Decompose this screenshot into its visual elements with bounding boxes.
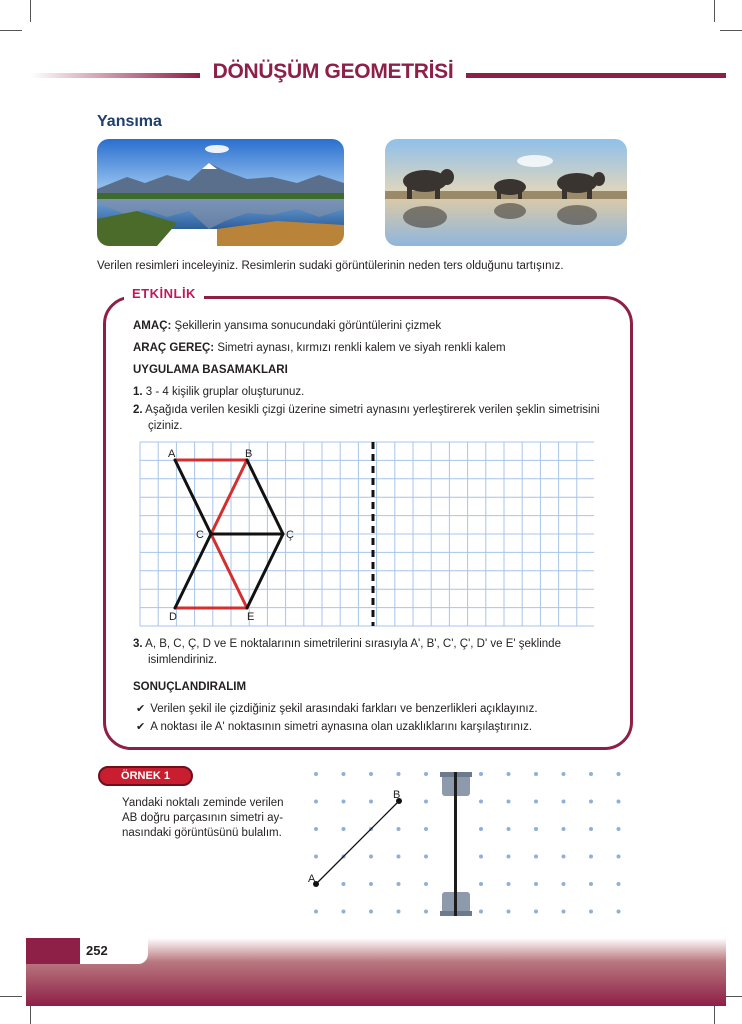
grid-dot	[534, 772, 538, 776]
grid-dot	[507, 882, 511, 886]
conclusion-text: Verilen şekil ile çizdiğiniz şekil arasındaki farkları ve benzerlikleri açıklayınız.	[150, 703, 538, 715]
grid-dot	[479, 827, 483, 831]
conclusion-item	[136, 701, 538, 717]
crop-mark	[714, 1004, 715, 1024]
grid-dot	[369, 882, 373, 886]
grid-dot	[507, 827, 511, 831]
grid-dot	[479, 855, 483, 859]
point-label-c-cedilla: Ç	[286, 529, 294, 541]
example-line-1: Yandaki noktalı zeminde verilen	[122, 797, 284, 809]
grid-dot	[479, 772, 483, 776]
section-title: Yansıma	[97, 113, 162, 130]
grid-dot	[342, 882, 346, 886]
step-1	[133, 384, 304, 400]
grid-dot	[507, 910, 511, 914]
step-1-text: 3 - 4 kişilik gruplar oluşturunuz.	[142, 386, 305, 398]
grid-dot	[589, 827, 593, 831]
crop-mark	[0, 30, 22, 31]
grid-dot	[424, 910, 428, 914]
step-2-cont: çiziniz.	[148, 420, 183, 432]
step-3	[133, 636, 561, 652]
grid-dot	[397, 910, 401, 914]
page-title: DÖNÜŞÜM GEOMETRİSİ	[212, 60, 454, 83]
step-1-number: 1.	[133, 386, 143, 398]
grid-dot	[369, 800, 373, 804]
grid-dot	[342, 910, 346, 914]
grid-dot	[507, 772, 511, 776]
grid-dot	[589, 855, 593, 859]
grid-dot	[534, 827, 538, 831]
steps-title-text: UYGULAMA BASAMAKLARI	[133, 364, 288, 376]
header-rule-left	[30, 73, 200, 78]
crop-mark	[714, 0, 715, 22]
grid-dot	[342, 827, 346, 831]
grid-dot	[397, 827, 401, 831]
grid-dot	[369, 772, 373, 776]
point-a-label: A	[308, 873, 316, 885]
grid-dot	[369, 910, 373, 914]
grid-dot	[617, 855, 621, 859]
grid-dot	[424, 855, 428, 859]
steps-title	[133, 362, 288, 378]
mirror-icon	[440, 772, 472, 916]
grid-dot	[534, 882, 538, 886]
grid-dot	[424, 800, 428, 804]
point-label-a: A	[168, 448, 176, 460]
point-label-c: C	[196, 529, 204, 541]
step-2	[133, 402, 600, 418]
page-number: 252	[86, 943, 108, 958]
conclusion-item	[136, 719, 532, 735]
grid-dot	[534, 855, 538, 859]
grid-dot	[617, 827, 621, 831]
step-3-text: A, B, C, Ç, D ve E noktalarının simetrilerini sırasıyla A', B', C', Ç', D' ve E' şeklinde	[142, 638, 561, 650]
example-badge: ÖRNEK 1	[98, 766, 193, 786]
grid-dot	[369, 855, 373, 859]
grid-dot	[479, 910, 483, 914]
grid-dot	[342, 800, 346, 804]
grid-dot	[479, 800, 483, 804]
grid-dot	[507, 855, 511, 859]
grid-dot	[562, 855, 566, 859]
grid-dot	[562, 827, 566, 831]
conclusion-title-text: SONUÇLANDIRALIM	[133, 681, 247, 693]
crop-mark	[0, 996, 22, 997]
crop-mark	[720, 30, 742, 31]
grid-dot	[507, 800, 511, 804]
grid-dot	[589, 772, 593, 776]
grid-dot	[424, 772, 428, 776]
grid-dot	[397, 855, 401, 859]
step-2-text: Aşağıda verilen kesikli çizgi üzerine simetri aynasını yerleştirerek verilen şeklin simetrisini	[142, 404, 600, 416]
point-label-b: B	[245, 448, 253, 460]
header-rule-right	[466, 73, 726, 78]
grid-dot	[562, 772, 566, 776]
example-line-3: nasındaki görüntüsünü bulalım.	[122, 827, 282, 839]
segment-ab	[316, 801, 399, 884]
crop-mark	[30, 1004, 31, 1024]
check-icon: ✔	[136, 703, 146, 715]
aim-label: AMAÇ:	[133, 320, 172, 332]
activity-label: ETKİNLİK	[124, 286, 204, 301]
step-3-number: 3.	[133, 638, 143, 650]
step-3-cont: isimlendiriniz.	[148, 654, 218, 666]
aim-text: Şekillerin yansıma sonucundaki görüntülerini çizmek	[171, 320, 442, 332]
step-2-number: 2.	[133, 404, 143, 416]
grid-dot	[314, 800, 318, 804]
grid-dot	[397, 882, 401, 886]
point-b-label: B	[393, 789, 401, 801]
grid-dot	[342, 772, 346, 776]
grid-dot	[534, 800, 538, 804]
grid-dot	[314, 910, 318, 914]
drawing-grid	[138, 440, 594, 630]
grid-dot	[534, 910, 538, 914]
tools-label: ARAÇ GEREÇ:	[133, 342, 215, 354]
crop-mark	[30, 0, 31, 22]
point-label-e: E	[247, 611, 255, 623]
tools-line	[133, 340, 506, 356]
grid-dot	[589, 800, 593, 804]
grid-dot	[479, 882, 483, 886]
example-line-2: AB doğru parçasının simetri ay-	[122, 812, 284, 824]
elephants-photo	[385, 139, 627, 246]
grid-dot	[314, 855, 318, 859]
grid-dot	[562, 800, 566, 804]
grid-dot	[562, 910, 566, 914]
tools-text: Simetri aynası, kırmızı renkli kalem ve siyah renkli kalem	[214, 342, 506, 354]
grid-dot	[424, 882, 428, 886]
conclusion-title	[133, 679, 246, 695]
conclusion-text: A noktası ile A' noktasının simetri aynasına olan uzaklıklarını karşılaştırınız.	[150, 721, 533, 733]
grid-dot	[617, 910, 621, 914]
mountain-lake-photo	[97, 139, 344, 246]
dot-grid-figure	[300, 760, 640, 924]
grid-dot	[617, 772, 621, 776]
check-icon: ✔	[136, 721, 146, 733]
grid-dot	[589, 882, 593, 886]
grid-dot	[617, 882, 621, 886]
grid-dot	[314, 772, 318, 776]
grid-dot	[397, 772, 401, 776]
aim-line	[133, 318, 441, 334]
grid-dot	[617, 800, 621, 804]
grid-dot	[314, 827, 318, 831]
grid-dot	[424, 827, 428, 831]
grid-dot	[589, 910, 593, 914]
intro-text: Verilen resimleri inceleyiniz. Resimlerin sudaki görüntülerinin neden ters olduğunu tartışınız.	[97, 260, 564, 272]
grid-dot	[562, 882, 566, 886]
page-tab	[26, 938, 80, 964]
point-label-d: D	[169, 611, 177, 623]
